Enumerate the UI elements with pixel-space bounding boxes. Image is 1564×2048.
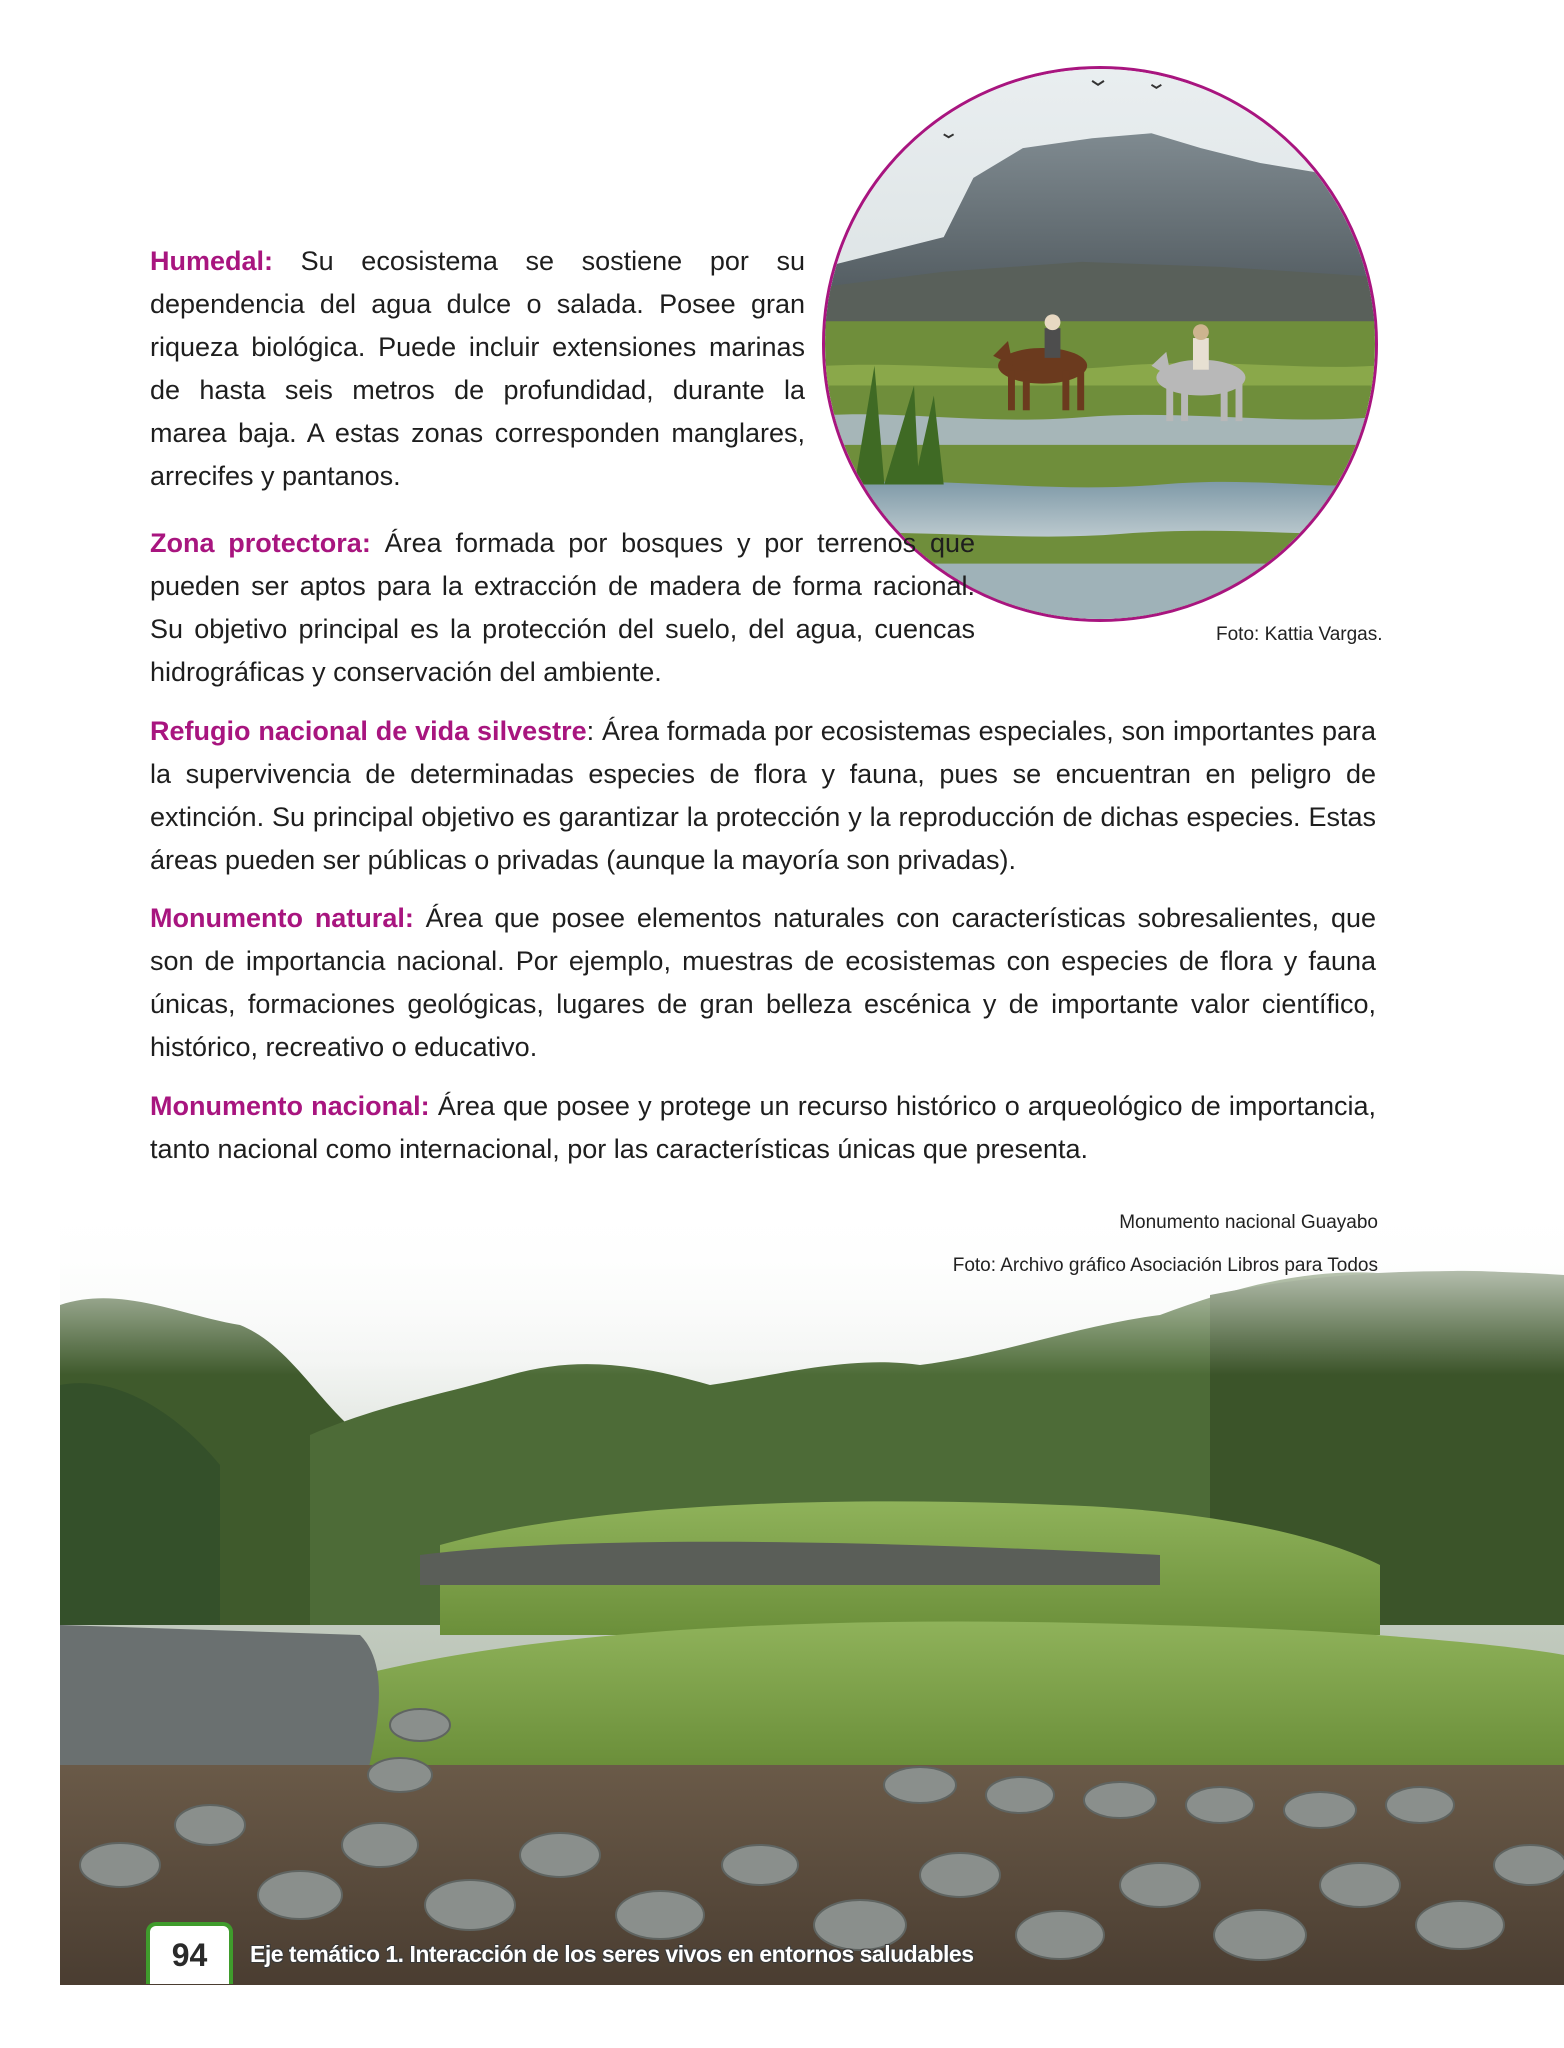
text-monumento-natural: Área que posee elementos naturales con características sobresalientes, que son de importancia nacional. Por ejemplo, muestras de ecosistemas con especies de flora y fauna únicas, formaciones geológicas, lugares de gran belleza escénica y de importante valor científico, histórico, recreativo o educativo. xyxy=(150,903,1376,1062)
wetland-photo-credit: Foto: Kattia Vargas. xyxy=(1216,624,1383,645)
guayabo-photo-credit: Foto: Archivo gráfico Asociación Libros para Todos xyxy=(952,1255,1378,1276)
page-number: 94 xyxy=(146,1922,233,1984)
paragraph-monumento-natural xyxy=(150,897,1376,1069)
text-refugio: : Área formada por ecosistemas especiales, son importantes para la supervivencia de determinadas especies de flora y fauna, pues se encuentran en peligro de extinción. Su principal objetivo es garantizar la protección y la reproducción de dichas especies. Estas áreas pueden ser públicas o privadas (aunque la mayoría son privadas). xyxy=(150,716,1377,875)
term-monumento-nacional: Monumento nacional: xyxy=(150,1091,430,1121)
footer-theme: Eje temático 1. Interacción de los seres vivos en entornos saludables xyxy=(250,1941,974,1967)
guayabo-photo xyxy=(60,1205,1564,1985)
paragraph-refugio xyxy=(150,710,1376,882)
text-zona-protectora: Área formada por bosques y por terrenos que pueden ser aptos para la extracción de madera de forma racional. Su objetivo principal es la protección del suelo, del agua, cuencas hidrográficas y conservación del ambiente. xyxy=(150,528,975,687)
guayabo-photo-title: Monumento nacional Guayabo xyxy=(1119,1212,1378,1233)
term-zona-protectora: Zona protectora: xyxy=(150,528,371,558)
paragraph-zona-protectora xyxy=(150,522,975,694)
term-humedal: Humedal: xyxy=(150,246,274,276)
text-monumento-nacional: Área que posee y protege un recurso histórico o arqueológico de importancia, tanto nacional como internacional, por las características únicas que presenta. xyxy=(150,1091,1376,1164)
term-monumento-natural: Monumento natural: xyxy=(150,903,414,933)
text-humedal: Su ecosistema se sostiene por su dependencia del agua dulce o salada. Posee gran riqueza biológica. Puede incluir extensiones marinas de hasta seis metros de profundidad, durante la marea baja. A estas zonas corresponden manglares, arrecifes y pantanos. xyxy=(150,246,805,491)
term-refugio: Refugio nacional de vida silvestre xyxy=(150,716,587,746)
paragraph-monumento-nacional xyxy=(150,1085,1376,1171)
paragraph-humedal xyxy=(150,240,805,498)
